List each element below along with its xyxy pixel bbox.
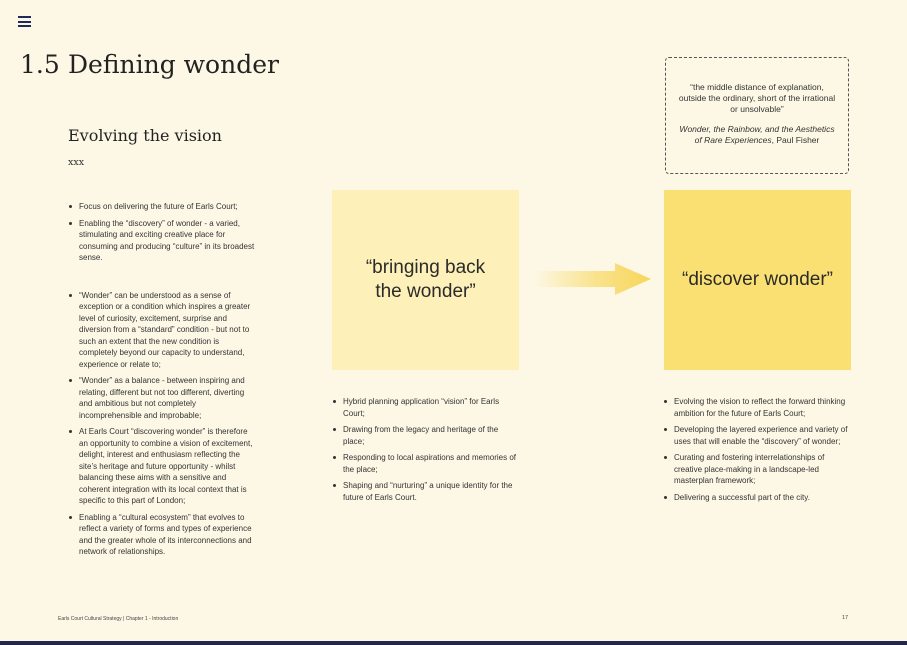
quote-source-title: Wonder, the Rainbow, and the Aesthetics of Rare Experiences xyxy=(679,124,835,145)
quote-text: “the middle distance of explanation, outside the ordinary, short of the irrational or unsolvable” xyxy=(678,82,836,114)
list-item: Responding to local aspirations and memories of the place; xyxy=(332,452,517,475)
menu-icon-bar xyxy=(18,21,31,23)
list-item: Evolving the vision to reflect the forward thinking ambition for the future of Earls Court; xyxy=(663,396,853,419)
list-item: Enabling the “discovery” of wonder - a varied, stimulating and exciting creative place for consuming and producing “culture” in its broadest sense. xyxy=(68,218,258,264)
discover-wonder-text: “discover wonder” xyxy=(682,269,833,290)
discover-wonder-box xyxy=(664,190,851,370)
menu-icon[interactable] xyxy=(18,16,31,27)
menu-icon-bar xyxy=(18,25,31,27)
quote-box xyxy=(665,57,849,174)
list-item: “Wonder” as a balance - between inspiring and relating, different but not too different, diverting and ambitious but not completely incomprehensible and improbable; xyxy=(68,375,258,421)
list-item: Delivering a successful part of the city. xyxy=(663,492,853,504)
bringing-back-wonder-box xyxy=(332,190,519,370)
middle-bullet-list xyxy=(332,396,517,508)
list-item: Drawing from the legacy and heritage of the place; xyxy=(332,424,517,447)
left-bullet-list xyxy=(68,201,258,563)
bottom-rule xyxy=(0,641,907,645)
quote-source-author: , Paul Fisher xyxy=(771,135,820,145)
footer-document-title: Earls Court Cultural Strategy | Chapter 1 - Introduction xyxy=(58,616,179,622)
bringing-back-wonder-text: “bringing back the wonder” xyxy=(365,257,486,302)
arrow-right-icon xyxy=(533,262,651,296)
list-item: Shaping and “nurturing” a unique identity for the future of Earls Court. xyxy=(332,480,517,503)
page-number: 17 xyxy=(842,615,849,621)
page-title xyxy=(20,50,279,79)
placeholder-text: xxx xyxy=(68,157,85,168)
section-number: 1.5 xyxy=(20,50,60,79)
list-item: Enabling a “cultural ecosystem” that evolves to reflect a variety of forms and types of experience and the greater whole of its interconnections and network of relationships. xyxy=(68,512,258,558)
menu-icon-bar xyxy=(18,16,31,18)
list-item: “Wonder” can be understood as a sense of exception or a condition which inspires a greater level of curiosity, excitement, surprise and diversion from a “standard” condition - but not to such an extent that the new condition is completely beyond our capacity to understand, experience or relate to; xyxy=(68,290,258,371)
section-subtitle: Evolving the vision xyxy=(68,126,222,145)
page-title-text: Defining wonder xyxy=(68,50,279,79)
list-item: At Earls Court “discovering wonder” is therefore an opportunity to combine a vision of excitement, delight, interest and enthusiasm reflecting the site’s heritage and future opportunity - whilst balancing these aims with a sensitive and coherent integration with its local context that is specific to this part of London; xyxy=(68,426,258,507)
list-item: Hybrid planning application “vision” for Earls Court; xyxy=(332,396,517,419)
quote-source xyxy=(676,124,838,146)
list-item: Curating and fostering interrelationships of creative place-making in a landscape-led masterplan framework; xyxy=(663,452,853,487)
list-item: Developing the layered experience and variety of uses that will enable the “discovery” of wonder; xyxy=(663,424,853,447)
right-bullet-list xyxy=(663,396,853,508)
list-item: Focus on delivering the future of Earls Court; xyxy=(68,201,258,213)
